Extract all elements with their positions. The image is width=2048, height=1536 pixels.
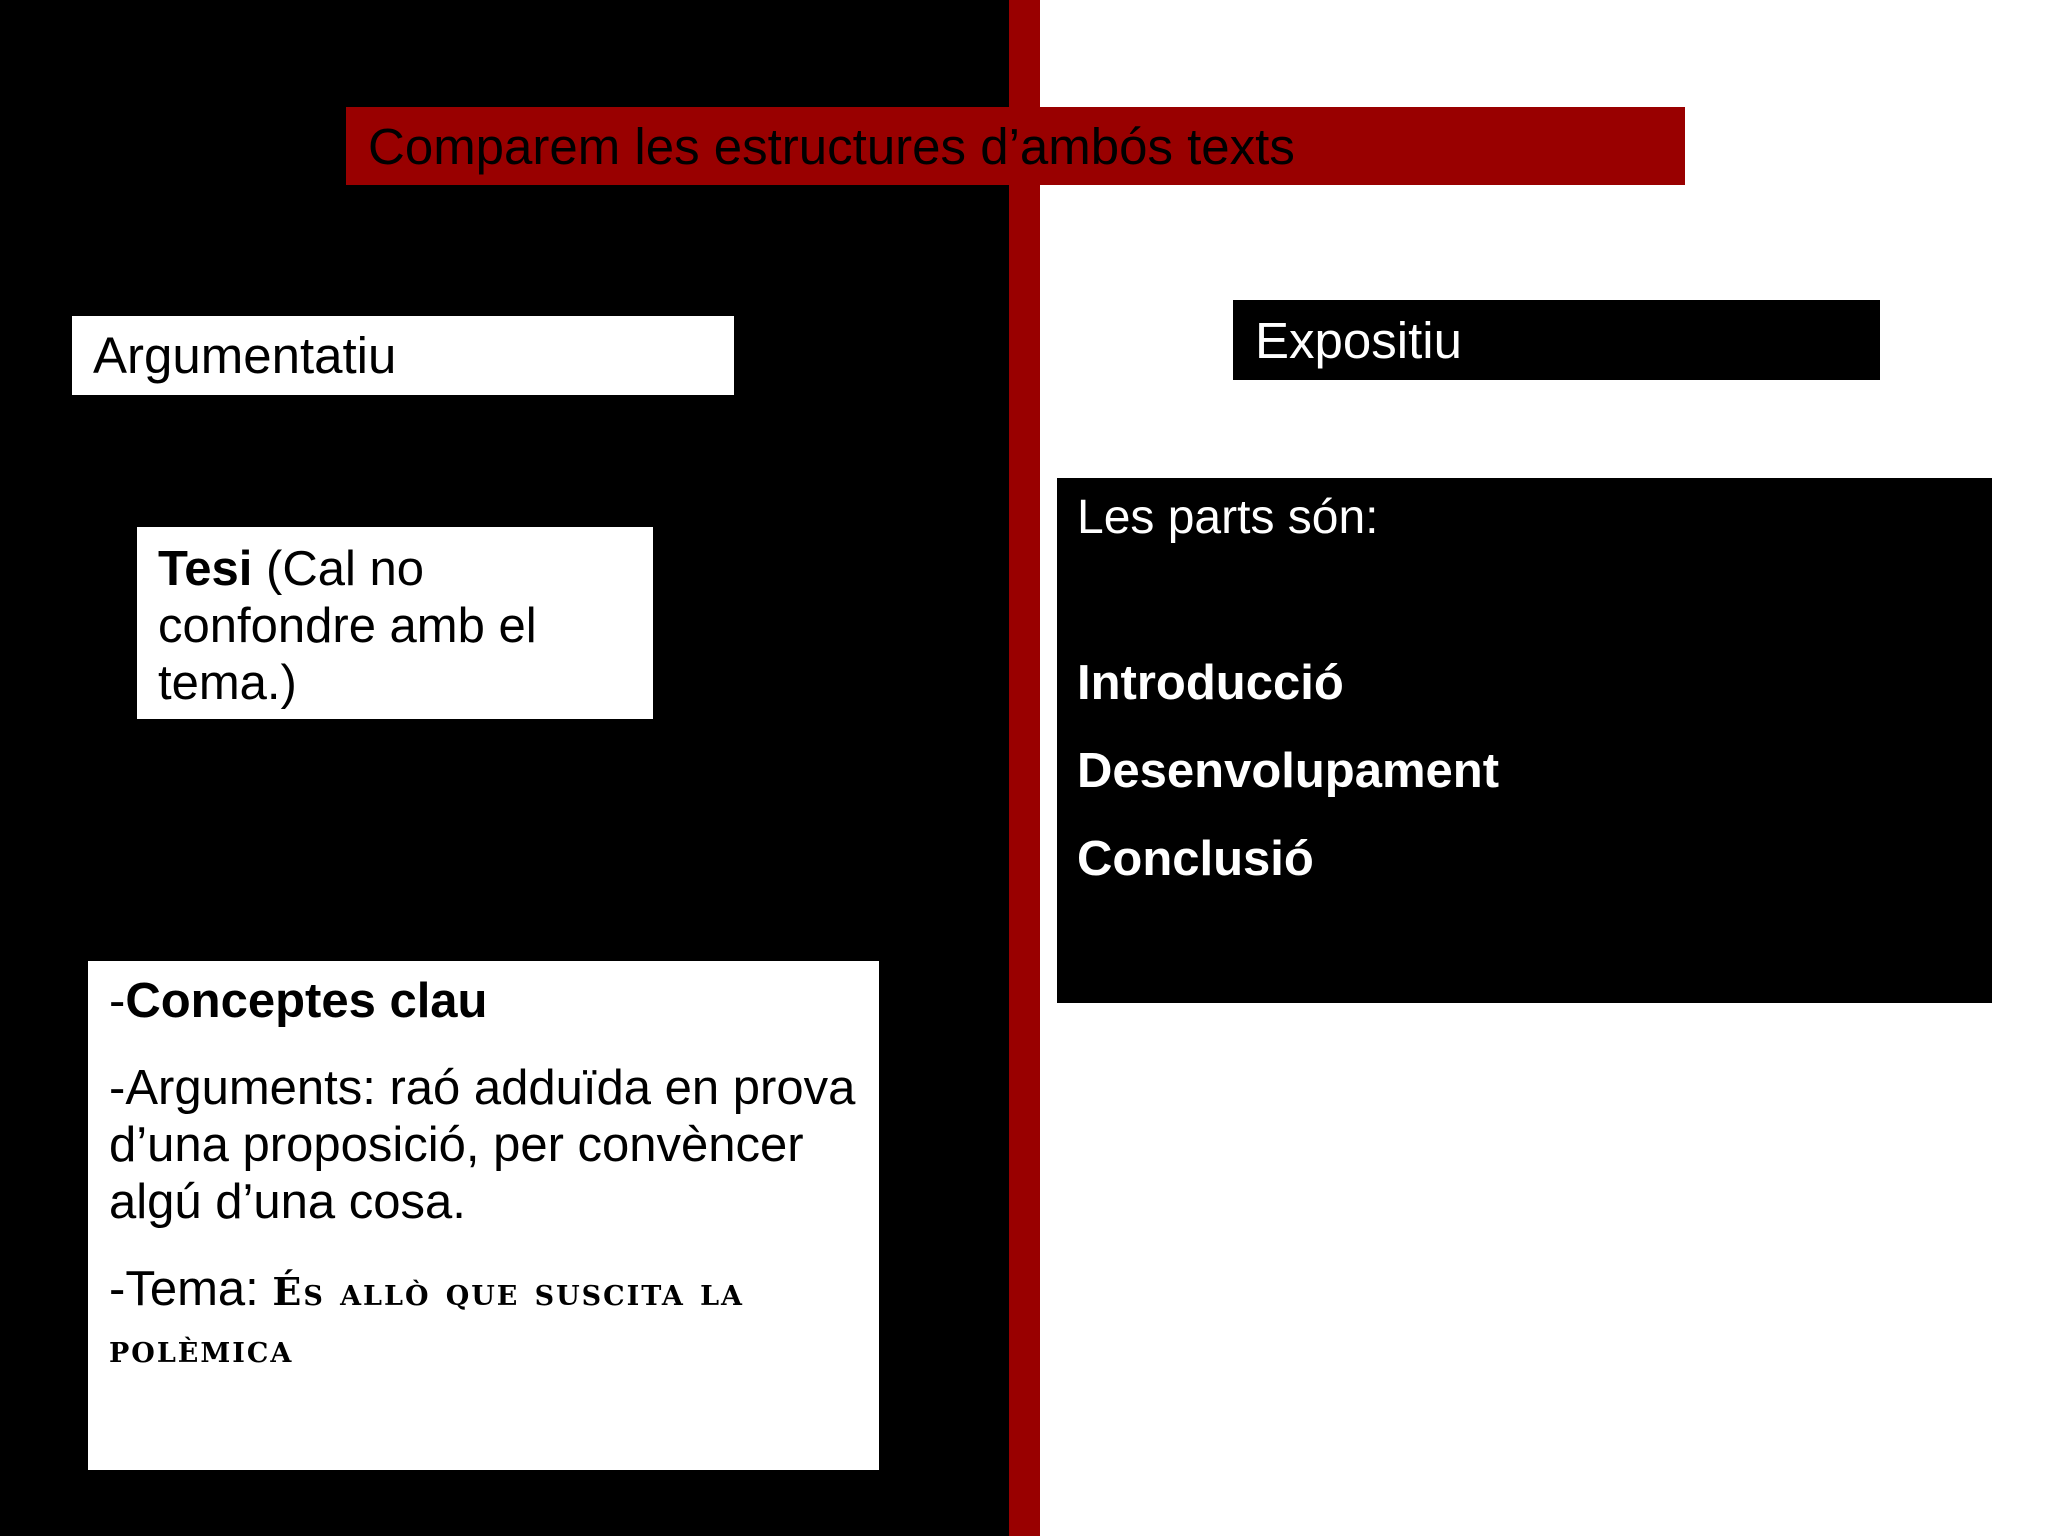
vertical-divider [1009,0,1040,1536]
part-development: Desenvolupament [1077,744,1500,799]
expositiu-heading: Expositiu [1255,311,1462,369]
concepts-heading: Conceptes clau [125,974,488,1028]
part-introduction: Introducció [1077,656,1344,711]
argumentatiu-heading: Argumentatiu [93,327,397,384]
tema-label: -Tema: [109,1262,273,1316]
tesi-note: (Cal no confondre amb el tema.) [158,542,537,710]
tesi-box [137,527,653,719]
concepts-heading-line [109,973,859,1030]
parts-box [1057,478,1992,1003]
argumentatiu-heading-box [72,316,734,395]
tesi-term: Tesi [158,542,253,596]
tema-line [109,1261,859,1375]
expositiu-heading-box [1233,300,1880,380]
part-conclusion: Conclusió [1077,831,1314,886]
concepts-dash: - [109,974,126,1028]
parts-intro: Les parts són: [1077,491,1379,544]
slide-title: Comparem les estructures d’ambós texts [368,117,1295,175]
arguments-definition: -Arguments: raó adduïda en prova d’una proposició, per convèncer algú d’una cosa. [109,1061,856,1229]
tema-definition: És allò que suscita la polèmica [109,1269,744,1371]
concepts-box [88,961,879,1470]
title-bar [346,107,1685,185]
